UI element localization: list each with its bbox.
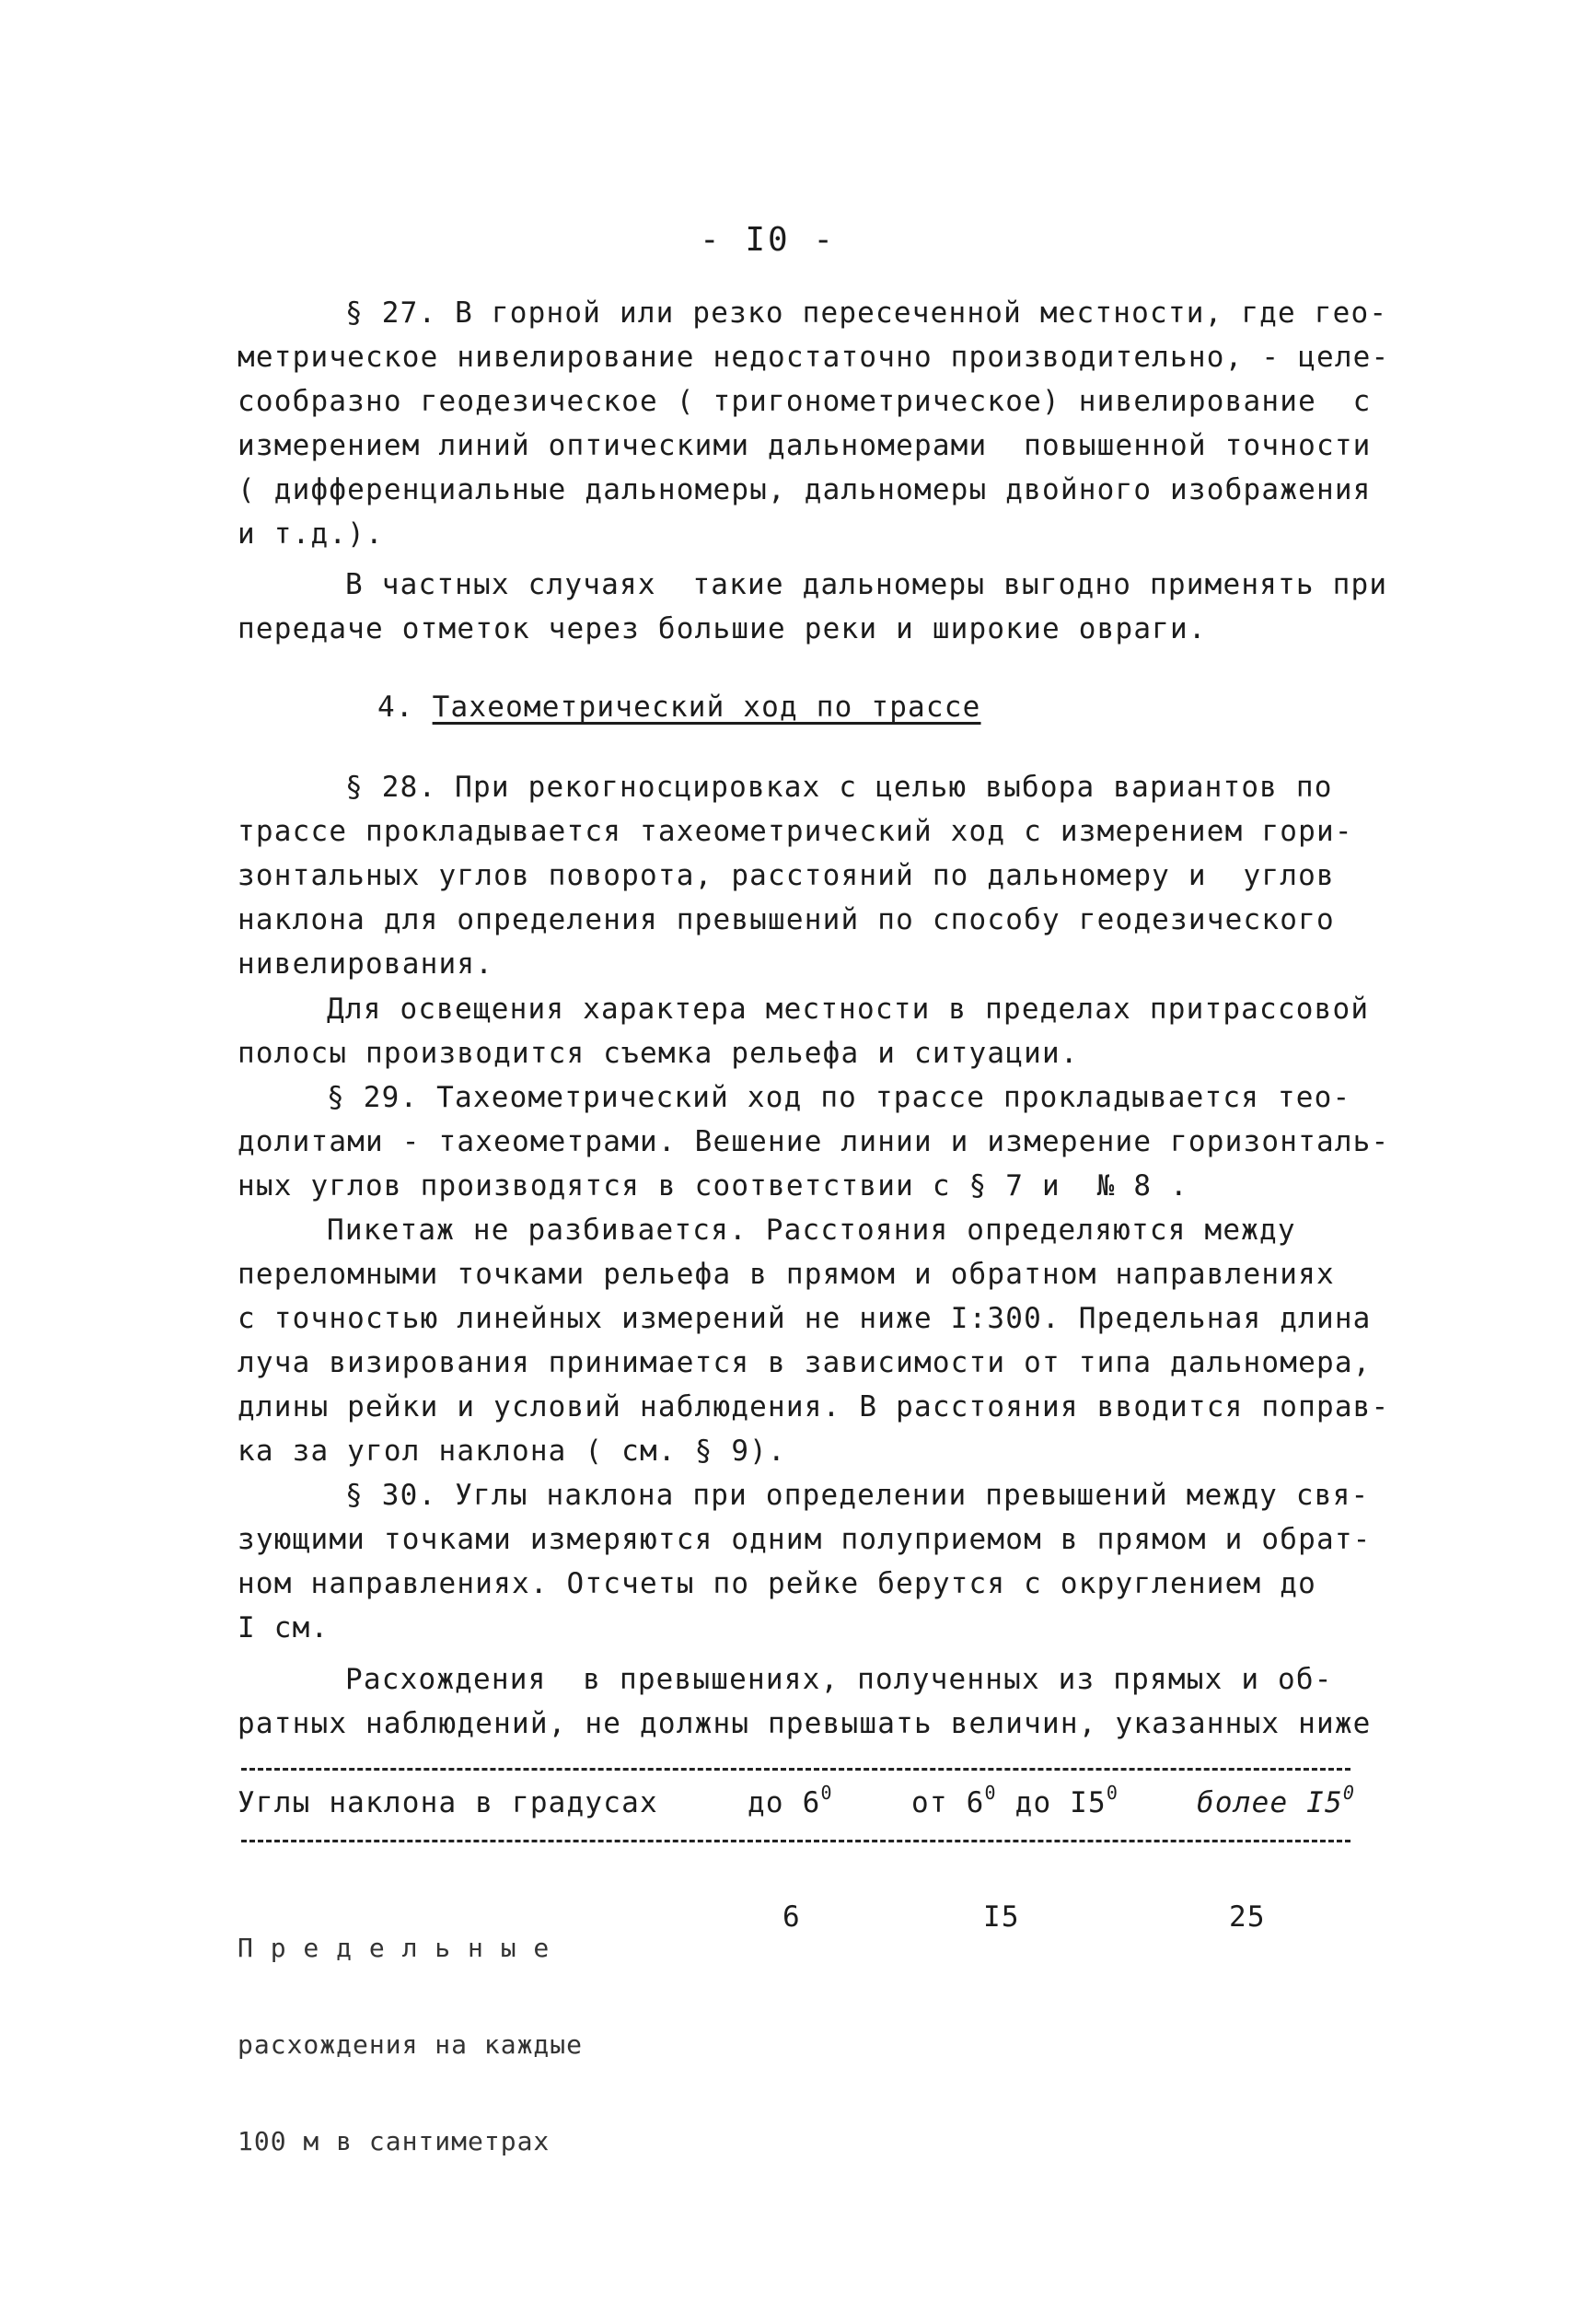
text-line: В частных случаях такие дальномеры выгодно применять при xyxy=(345,568,1388,601)
text-line: ратных наблюдений, не должны превышать величин, указанных ниже xyxy=(238,1707,1372,1740)
text-line: передаче отметок через большие реки и широкие овраги. xyxy=(238,612,1207,645)
header-text: от 6 xyxy=(911,1786,985,1819)
text-line: ка за угол наклона ( см. § 9). xyxy=(238,1435,786,1468)
text-line: зонтальных углов поворота, расстояний по дальномеру и углов xyxy=(238,859,1335,892)
text-line: наклона для определения превышений по способу геодезического xyxy=(238,903,1335,936)
degree-sup: 0 xyxy=(1106,1782,1119,1804)
degree-sup: 0 xyxy=(984,1782,997,1804)
table-header-rule xyxy=(241,1840,1350,1842)
text-line: сообразно геодезическое ( тригонометрическое) нивелирование с xyxy=(238,385,1372,418)
row-label-line: расхождения на каждые xyxy=(238,2029,584,2060)
text-line: трассе прокладывается тахеометрический ход с измерением гори- xyxy=(238,815,1353,848)
section-title: Тахеометрический ход по трассе xyxy=(432,691,981,724)
text-line: Пикетаж не разбивается. Расстояния определяются между xyxy=(327,1214,1296,1247)
table-header-col-2 xyxy=(911,1784,1119,1821)
text-line: метрическое нивелирование недостаточно производительно, - целе- xyxy=(238,341,1390,374)
table-value-col-1: 6 xyxy=(782,1900,801,1934)
text-line: § 29. Тахеометрический ход по трассе прокладывается тео- xyxy=(327,1081,1351,1114)
text-line: § 28. При рекогносцировках с целью выбора вариантов по xyxy=(345,771,1333,804)
text-line: ных углов производятся в соответствии с § 7 и № 8 . xyxy=(238,1169,1188,1203)
header-text: до 6 xyxy=(748,1786,821,1819)
text-line: с точностью линейных измерений не ниже I:300. Предельная длина xyxy=(238,1302,1372,1335)
text-line: полосы производится съемка рельефа и ситуации. xyxy=(238,1037,1079,1070)
row-label-line: 100 м в сантиметрах xyxy=(238,2126,551,2156)
text-line: ( дифференциальные дальномеры, дальномеры двойного изображения xyxy=(238,473,1372,506)
table-header-label: Углы наклона в градусах xyxy=(238,1786,658,1819)
text-line: переломными точками рельефа в прямом и обратном направлениях xyxy=(238,1258,1335,1291)
text-line: Для освещения характера местности в пределах притрассовой xyxy=(327,993,1370,1026)
row-label-line: П р е д е л ь н ы е xyxy=(238,1933,551,1963)
text-line: и т.д.). xyxy=(238,517,384,551)
text-line: нивелирования. xyxy=(238,947,494,981)
page-number: - I0 - xyxy=(700,221,837,259)
text-line: зующими точками измеряются одним полуприемом в прямом и обрат- xyxy=(238,1523,1372,1556)
text-line: § 27. В горной или резко пересеченной местности, где гео- xyxy=(345,296,1388,330)
section-heading xyxy=(377,689,981,726)
table-header-col-1 xyxy=(748,1784,833,1821)
text-line: долитами - тахеометрами. Вешение линии и измерение горизонталь- xyxy=(238,1125,1390,1158)
table-value-col-3: 25 xyxy=(1229,1900,1266,1934)
header-text: до I5 xyxy=(996,1786,1107,1819)
section-number: 4. xyxy=(377,691,414,724)
header-text: более I5 xyxy=(1197,1786,1343,1819)
table-value-col-2: I5 xyxy=(983,1900,1020,1934)
table-header-col-3 xyxy=(1197,1784,1355,1821)
degree-sup: 0 xyxy=(820,1782,833,1804)
text-line: луча визирования принимается в зависимости от типа дальномера, xyxy=(238,1346,1372,1379)
table-row-label xyxy=(238,1867,583,2222)
text-line: I см. xyxy=(238,1611,330,1644)
table-top-rule xyxy=(241,1768,1350,1771)
text-line: § 30. Углы наклона при определении превышений между свя- xyxy=(345,1479,1370,1512)
text-line: ном направлениях. Отсчеты по рейке берутся с округлением до xyxy=(238,1567,1316,1600)
text-line: измерением линий оптическими дальномерами повышенной точности xyxy=(238,429,1372,462)
text-line: Расхождения в превышениях, полученных из прямых и об- xyxy=(345,1663,1333,1696)
text-line: длины рейки и условий наблюдения. В расстояния вводится поправ- xyxy=(238,1390,1390,1423)
degree-sup: 0 xyxy=(1342,1782,1356,1804)
